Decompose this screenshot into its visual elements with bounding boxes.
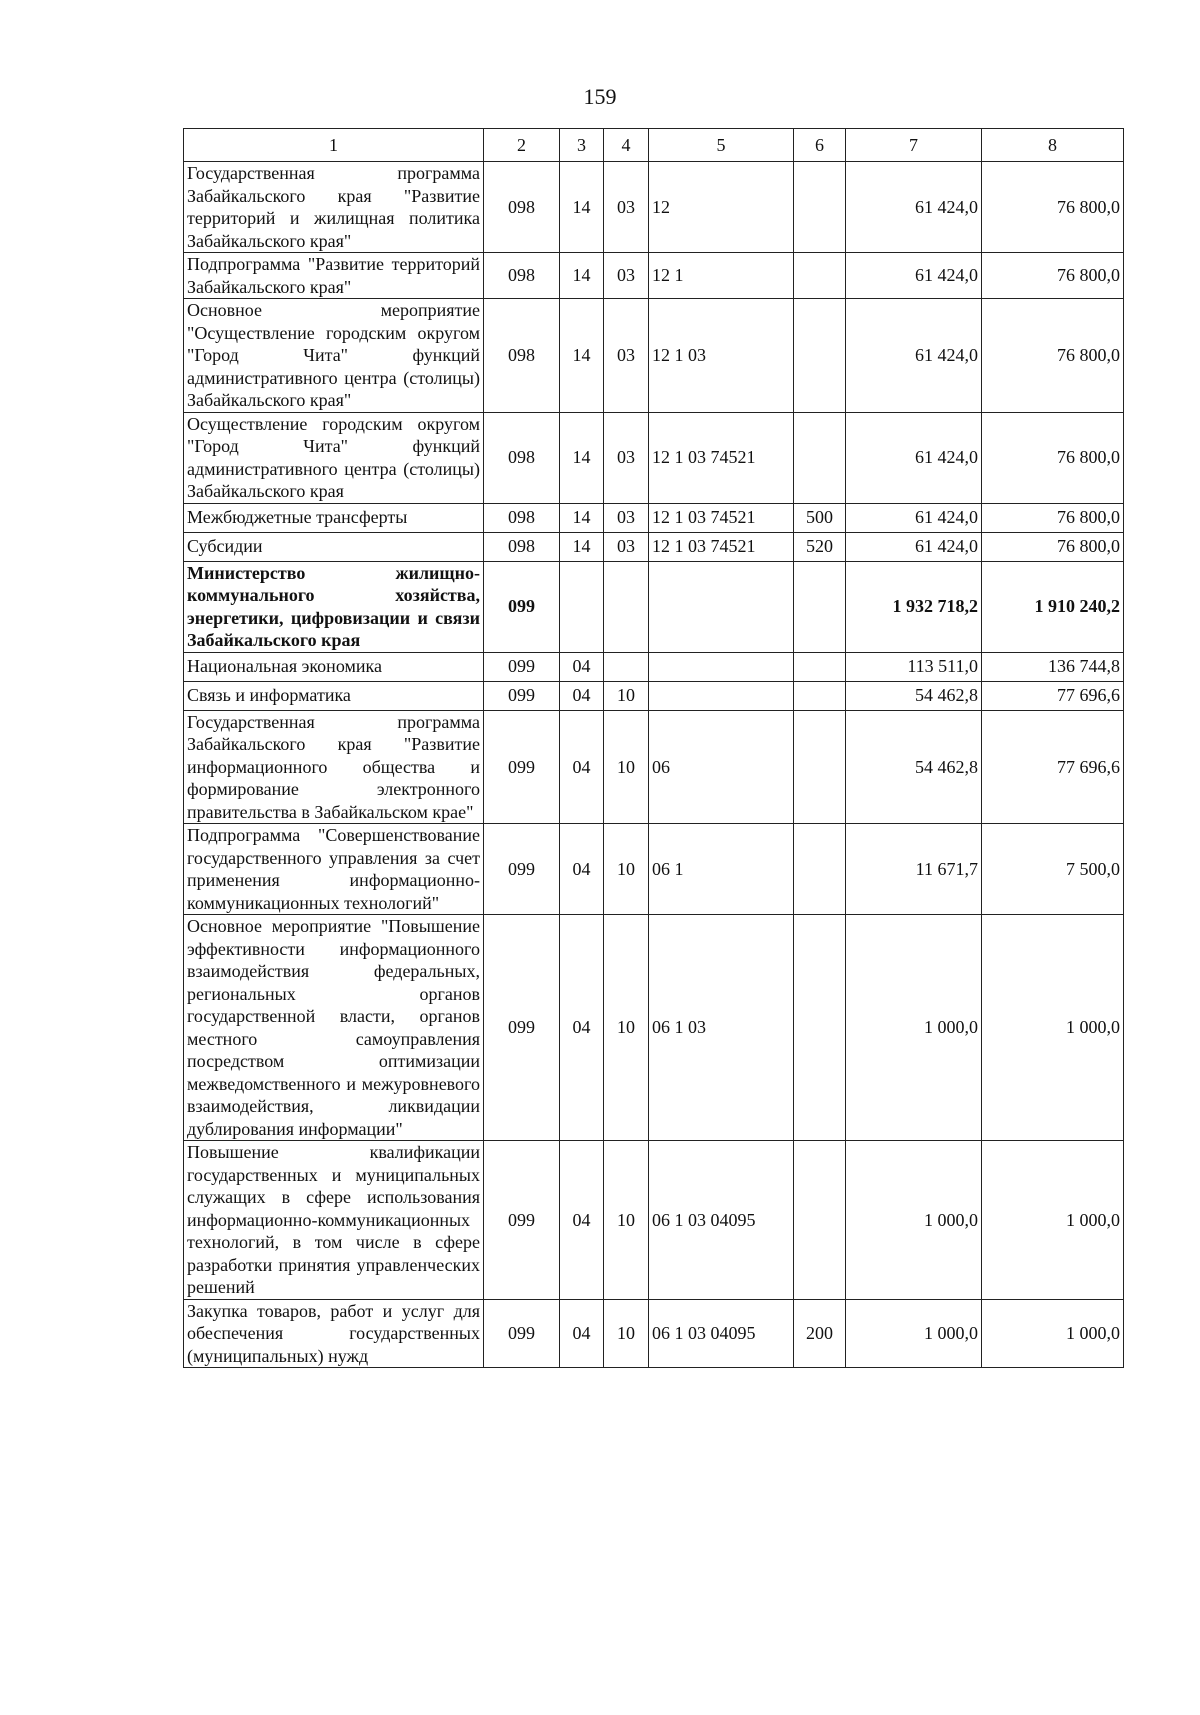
amount-col8-cell: 1 000,0 xyxy=(982,1141,1124,1300)
row-name-cell: Государственная программа Забайкальского края "Развитие информационного общества и формирование электронного правительства в Забайкальском крае" xyxy=(184,710,484,824)
table-row xyxy=(184,299,1124,413)
target-article-cell xyxy=(649,561,794,652)
table-row xyxy=(184,710,1124,824)
table-row xyxy=(184,561,1124,652)
expense-type-cell xyxy=(794,824,846,915)
column-header-7: 7 xyxy=(846,129,982,162)
amount-col8-cell: 77 696,6 xyxy=(982,710,1124,824)
table-row xyxy=(184,915,1124,1141)
subsection-code-cell: 10 xyxy=(604,915,649,1141)
row-name-cell: Межбюджетные трансферты xyxy=(184,503,484,532)
row-name-cell: Подпрограмма "Совершенствование государственного управления за счет применения информационно-коммуникационных технологий" xyxy=(184,824,484,915)
row-name-cell: Осуществление городским округом "Город Чита" функций административного центра (столицы) Забайкальского края xyxy=(184,412,484,503)
table-row xyxy=(184,681,1124,710)
amount-col8-cell: 77 696,6 xyxy=(982,681,1124,710)
admin-code-cell: 099 xyxy=(484,915,560,1141)
amount-col8-cell: 76 800,0 xyxy=(982,253,1124,299)
admin-code-cell: 098 xyxy=(484,503,560,532)
expense-type-cell xyxy=(794,162,846,253)
section-code-cell: 04 xyxy=(560,1299,604,1368)
subsection-code-cell xyxy=(604,652,649,681)
admin-code-cell: 099 xyxy=(484,710,560,824)
admin-code-cell: 099 xyxy=(484,1299,560,1368)
amount-col7-cell: 1 000,0 xyxy=(846,915,982,1141)
subsection-code-cell: 03 xyxy=(604,412,649,503)
section-code-cell: 04 xyxy=(560,681,604,710)
section-code-cell xyxy=(560,561,604,652)
subsection-code-cell: 03 xyxy=(604,253,649,299)
amount-col8-cell: 76 800,0 xyxy=(982,412,1124,503)
expense-type-cell xyxy=(794,915,846,1141)
amount-col7-cell: 61 424,0 xyxy=(846,532,982,561)
section-code-cell: 04 xyxy=(560,710,604,824)
header-row xyxy=(184,129,1124,162)
target-article-cell: 06 1 03 04095 xyxy=(649,1299,794,1368)
row-name-cell: Основное мероприятие "Повышение эффективности информационного взаимодействия федеральных, региональных органов государственной власти, органов местного самоуправления посредством оптимизации межведомственного и межуровневого взаимодействия, ликвидации дублирования информации" xyxy=(184,915,484,1141)
subsection-code-cell: 03 xyxy=(604,532,649,561)
table-row xyxy=(184,253,1124,299)
amount-col8-cell: 7 500,0 xyxy=(982,824,1124,915)
table-row xyxy=(184,1299,1124,1368)
subsection-code-cell xyxy=(604,561,649,652)
expense-type-cell xyxy=(794,710,846,824)
target-article-cell: 06 1 xyxy=(649,824,794,915)
table-body xyxy=(184,162,1124,1368)
expense-type-cell: 520 xyxy=(794,532,846,561)
subsection-code-cell: 03 xyxy=(604,162,649,253)
admin-code-cell: 098 xyxy=(484,532,560,561)
table-header xyxy=(184,129,1124,162)
amount-col7-cell: 113 511,0 xyxy=(846,652,982,681)
amount-col7-cell: 1 932 718,2 xyxy=(846,561,982,652)
expense-type-cell xyxy=(794,652,846,681)
row-name-cell: Субсидии xyxy=(184,532,484,561)
table-row xyxy=(184,824,1124,915)
expense-type-cell xyxy=(794,1141,846,1300)
column-header-6: 6 xyxy=(794,129,846,162)
column-header-8: 8 xyxy=(982,129,1124,162)
page-number: 159 xyxy=(583,84,617,109)
section-code-cell: 14 xyxy=(560,503,604,532)
expense-type-cell: 200 xyxy=(794,1299,846,1368)
subsection-code-cell: 10 xyxy=(604,681,649,710)
row-name-cell: Подпрограмма "Развитие территорий Забайкальского края" xyxy=(184,253,484,299)
column-header-4: 4 xyxy=(604,129,649,162)
budget-table xyxy=(183,128,1124,1368)
admin-code-cell: 098 xyxy=(484,162,560,253)
section-code-cell: 04 xyxy=(560,652,604,681)
amount-col8-cell: 76 800,0 xyxy=(982,162,1124,253)
amount-col8-cell: 76 800,0 xyxy=(982,299,1124,413)
expense-type-cell xyxy=(794,253,846,299)
subsection-code-cell: 03 xyxy=(604,299,649,413)
target-article-cell: 12 1 03 74521 xyxy=(649,532,794,561)
amount-col7-cell: 1 000,0 xyxy=(846,1141,982,1300)
section-code-cell: 14 xyxy=(560,532,604,561)
target-article-cell xyxy=(649,652,794,681)
target-article-cell: 12 1 03 xyxy=(649,299,794,413)
amount-col8-cell: 1 910 240,2 xyxy=(982,561,1124,652)
subsection-code-cell: 10 xyxy=(604,1299,649,1368)
admin-code-cell: 098 xyxy=(484,412,560,503)
admin-code-cell: 099 xyxy=(484,1141,560,1300)
row-name-cell: Министерство жилищно-коммунального хозяйства, энергетики, цифровизации и связи Забайкальского края xyxy=(184,561,484,652)
table-row xyxy=(184,652,1124,681)
subsection-code-cell: 03 xyxy=(604,503,649,532)
amount-col8-cell: 76 800,0 xyxy=(982,532,1124,561)
section-code-cell: 14 xyxy=(560,162,604,253)
expense-type-cell xyxy=(794,681,846,710)
amount-col7-cell: 54 462,8 xyxy=(846,710,982,824)
amount-col7-cell: 61 424,0 xyxy=(846,412,982,503)
amount-col8-cell: 136 744,8 xyxy=(982,652,1124,681)
table-row xyxy=(184,532,1124,561)
admin-code-cell: 098 xyxy=(484,253,560,299)
section-code-cell: 04 xyxy=(560,1141,604,1300)
expense-type-cell xyxy=(794,412,846,503)
target-article-cell: 06 1 03 04095 xyxy=(649,1141,794,1300)
amount-col7-cell: 1 000,0 xyxy=(846,1299,982,1368)
amount-col7-cell: 61 424,0 xyxy=(846,503,982,532)
admin-code-cell: 099 xyxy=(484,824,560,915)
table-row xyxy=(184,503,1124,532)
target-article-cell: 12 1 03 74521 xyxy=(649,412,794,503)
admin-code-cell: 099 xyxy=(484,652,560,681)
amount-col8-cell: 76 800,0 xyxy=(982,503,1124,532)
amount-col7-cell: 11 671,7 xyxy=(846,824,982,915)
section-code-cell: 04 xyxy=(560,824,604,915)
column-header-2: 2 xyxy=(484,129,560,162)
amount-col7-cell: 61 424,0 xyxy=(846,253,982,299)
column-header-5: 5 xyxy=(649,129,794,162)
amount-col7-cell: 61 424,0 xyxy=(846,299,982,413)
target-article-cell: 12 1 xyxy=(649,253,794,299)
column-header-3: 3 xyxy=(560,129,604,162)
target-article-cell: 06 xyxy=(649,710,794,824)
amount-col7-cell: 61 424,0 xyxy=(846,162,982,253)
table-row xyxy=(184,1141,1124,1300)
target-article-cell: 06 1 03 xyxy=(649,915,794,1141)
row-name-cell: Национальная экономика xyxy=(184,652,484,681)
section-code-cell: 14 xyxy=(560,412,604,503)
row-name-cell: Основное мероприятие "Осуществление городским округом "Город Чита" функций административного центра (столицы) Забайкальского края" xyxy=(184,299,484,413)
amount-col7-cell: 54 462,8 xyxy=(846,681,982,710)
section-code-cell: 14 xyxy=(560,299,604,413)
subsection-code-cell: 10 xyxy=(604,710,649,824)
section-code-cell: 04 xyxy=(560,915,604,1141)
expense-type-cell: 500 xyxy=(794,503,846,532)
table-row xyxy=(184,412,1124,503)
column-header-1: 1 xyxy=(184,129,484,162)
admin-code-cell: 099 xyxy=(484,561,560,652)
target-article-cell: 12 xyxy=(649,162,794,253)
row-name-cell: Повышение квалификации государственных и муниципальных служащих в сфере использования информационно-коммуникационных технологий, в том числе в сфере разработки принятия управленческих решений xyxy=(184,1141,484,1300)
row-name-cell: Государственная программа Забайкальского края "Развитие территорий и жилищная политика Забайкальского края" xyxy=(184,162,484,253)
amount-col8-cell: 1 000,0 xyxy=(982,1299,1124,1368)
target-article-cell xyxy=(649,681,794,710)
admin-code-cell: 099 xyxy=(484,681,560,710)
admin-code-cell: 098 xyxy=(484,299,560,413)
subsection-code-cell: 10 xyxy=(604,824,649,915)
amount-col8-cell: 1 000,0 xyxy=(982,915,1124,1141)
row-name-cell: Закупка товаров, работ и услуг для обеспечения государственных (муниципальных) нужд xyxy=(184,1299,484,1368)
subsection-code-cell: 10 xyxy=(604,1141,649,1300)
row-name-cell: Связь и информатика xyxy=(184,681,484,710)
target-article-cell: 12 1 03 74521 xyxy=(649,503,794,532)
expense-type-cell xyxy=(794,561,846,652)
expense-type-cell xyxy=(794,299,846,413)
table-row xyxy=(184,162,1124,253)
section-code-cell: 14 xyxy=(560,253,604,299)
